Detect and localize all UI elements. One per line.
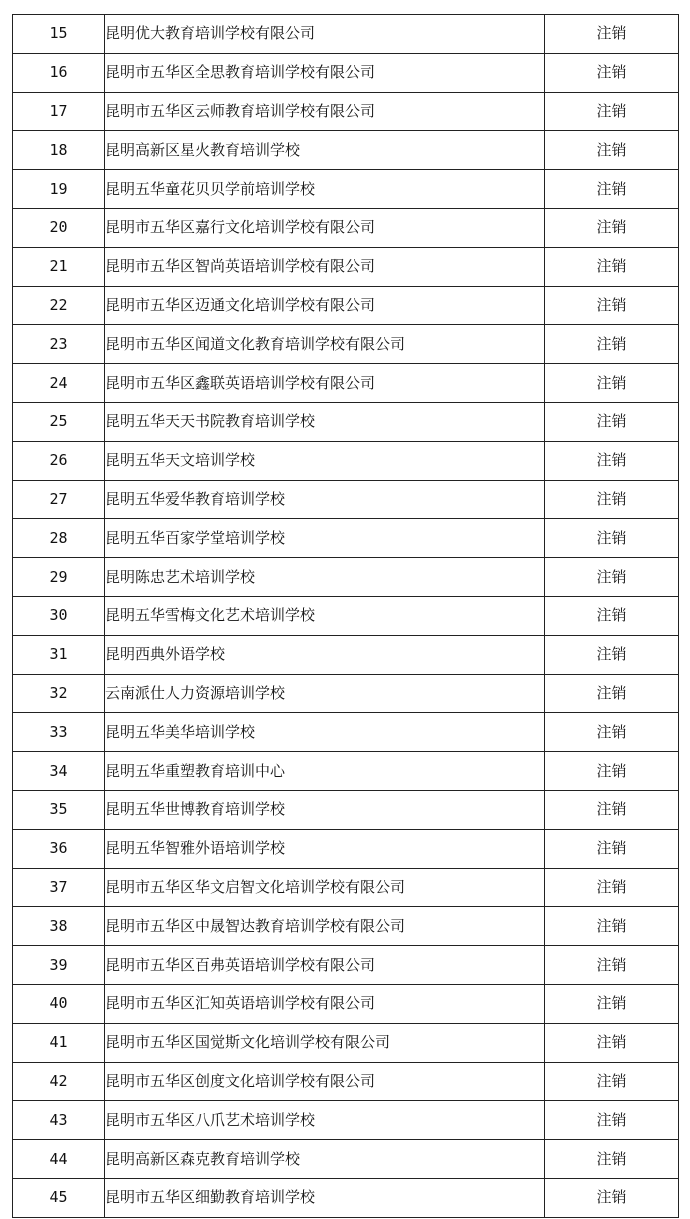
table-row (13, 946, 679, 985)
status-cell: 注销 (545, 946, 679, 985)
status-cell: 注销 (545, 868, 679, 907)
status-cell: 注销 (545, 558, 679, 597)
school-name-cell: 昆明五华智雅外语培训学校 (105, 829, 545, 868)
table-body (13, 15, 679, 1218)
school-name-cell: 昆明市五华区中晟智达教育培训学校有限公司 (105, 907, 545, 946)
row-number-cell: 22 (13, 286, 105, 325)
school-name-cell: 昆明高新区森克教育培训学校 (105, 1140, 545, 1179)
row-number-cell: 42 (13, 1062, 105, 1101)
row-number-cell: 19 (13, 170, 105, 209)
school-name-cell: 昆明市五华区鑫联英语培训学校有限公司 (105, 364, 545, 403)
school-name-cell: 昆明市五华区云师教育培训学校有限公司 (105, 92, 545, 131)
school-name-cell: 昆明五华世博教育培训学校 (105, 790, 545, 829)
status-cell: 注销 (545, 635, 679, 674)
school-name-cell: 昆明市五华区闻道文化教育培训学校有限公司 (105, 325, 545, 364)
status-cell: 注销 (545, 92, 679, 131)
status-cell: 注销 (545, 752, 679, 791)
table-row (13, 402, 679, 441)
status-cell: 注销 (545, 1140, 679, 1179)
row-number-cell: 25 (13, 402, 105, 441)
table-row (13, 829, 679, 868)
status-cell: 注销 (545, 480, 679, 519)
table-row (13, 441, 679, 480)
row-number-cell: 43 (13, 1101, 105, 1140)
table-row (13, 519, 679, 558)
status-cell: 注销 (545, 247, 679, 286)
table-row (13, 131, 679, 170)
school-name-cell: 昆明五华雪梅文化艺术培训学校 (105, 596, 545, 635)
school-name-cell: 昆明市五华区国觉斯文化培训学校有限公司 (105, 1023, 545, 1062)
row-number-cell: 39 (13, 946, 105, 985)
status-cell: 注销 (545, 829, 679, 868)
school-name-cell: 昆明西典外语学校 (105, 635, 545, 674)
row-number-cell: 35 (13, 790, 105, 829)
school-name-cell: 昆明五华天文培训学校 (105, 441, 545, 480)
school-name-cell: 昆明市五华区全思教育培训学校有限公司 (105, 53, 545, 92)
row-number-cell: 33 (13, 713, 105, 752)
table-row (13, 868, 679, 907)
status-cell: 注销 (545, 441, 679, 480)
table-row (13, 1101, 679, 1140)
school-name-cell: 昆明市五华区华文启智文化培训学校有限公司 (105, 868, 545, 907)
row-number-cell: 44 (13, 1140, 105, 1179)
status-cell: 注销 (545, 170, 679, 209)
school-name-cell: 昆明市五华区智尚英语培训学校有限公司 (105, 247, 545, 286)
table-row (13, 713, 679, 752)
table-row (13, 170, 679, 209)
table-row (13, 1062, 679, 1101)
school-name-cell: 昆明五华重塑教育培训中心 (105, 752, 545, 791)
school-deregistration-table (12, 14, 679, 1218)
status-cell: 注销 (545, 1101, 679, 1140)
row-number-cell: 40 (13, 984, 105, 1023)
table-row (13, 1178, 679, 1217)
row-number-cell: 18 (13, 131, 105, 170)
status-cell: 注销 (545, 131, 679, 170)
row-number-cell: 23 (13, 325, 105, 364)
status-cell: 注销 (545, 1178, 679, 1217)
status-cell: 注销 (545, 53, 679, 92)
table-row (13, 674, 679, 713)
table-row (13, 752, 679, 791)
table-row (13, 480, 679, 519)
row-number-cell: 31 (13, 635, 105, 674)
school-name-cell: 昆明市五华区细勤教育培训学校 (105, 1178, 545, 1217)
table-row (13, 325, 679, 364)
school-name-cell: 昆明市五华区八爪艺术培训学校 (105, 1101, 545, 1140)
status-cell: 注销 (545, 1023, 679, 1062)
row-number-cell: 29 (13, 558, 105, 597)
row-number-cell: 17 (13, 92, 105, 131)
status-cell: 注销 (545, 596, 679, 635)
status-cell: 注销 (545, 713, 679, 752)
school-name-cell: 云南派仕人力资源培训学校 (105, 674, 545, 713)
school-name-cell: 昆明市五华区迈通文化培训学校有限公司 (105, 286, 545, 325)
table-row (13, 1023, 679, 1062)
table-row (13, 286, 679, 325)
row-number-cell: 37 (13, 868, 105, 907)
status-cell: 注销 (545, 208, 679, 247)
row-number-cell: 15 (13, 15, 105, 54)
table-row (13, 15, 679, 54)
table-row (13, 247, 679, 286)
school-name-cell: 昆明五华童花贝贝学前培训学校 (105, 170, 545, 209)
status-cell: 注销 (545, 1062, 679, 1101)
school-name-cell: 昆明五华美华培训学校 (105, 713, 545, 752)
school-name-cell: 昆明五华天天书院教育培训学校 (105, 402, 545, 441)
status-cell: 注销 (545, 674, 679, 713)
row-number-cell: 16 (13, 53, 105, 92)
status-cell: 注销 (545, 984, 679, 1023)
row-number-cell: 32 (13, 674, 105, 713)
table-row (13, 790, 679, 829)
school-name-cell: 昆明五华爱华教育培训学校 (105, 480, 545, 519)
row-number-cell: 41 (13, 1023, 105, 1062)
row-number-cell: 28 (13, 519, 105, 558)
status-cell: 注销 (545, 907, 679, 946)
row-number-cell: 24 (13, 364, 105, 403)
table-row (13, 984, 679, 1023)
row-number-cell: 21 (13, 247, 105, 286)
status-cell: 注销 (545, 364, 679, 403)
table-row (13, 364, 679, 403)
status-cell: 注销 (545, 15, 679, 54)
row-number-cell: 20 (13, 208, 105, 247)
school-name-cell: 昆明市五华区创度文化培训学校有限公司 (105, 1062, 545, 1101)
table-row (13, 208, 679, 247)
row-number-cell: 36 (13, 829, 105, 868)
table-row (13, 635, 679, 674)
status-cell: 注销 (545, 325, 679, 364)
school-name-cell: 昆明市五华区百弗英语培训学校有限公司 (105, 946, 545, 985)
table-row (13, 1140, 679, 1179)
school-name-cell: 昆明优大教育培训学校有限公司 (105, 15, 545, 54)
table-row (13, 558, 679, 597)
table-row (13, 907, 679, 946)
table-row (13, 92, 679, 131)
school-name-cell: 昆明高新区星火教育培训学校 (105, 131, 545, 170)
row-number-cell: 27 (13, 480, 105, 519)
row-number-cell: 30 (13, 596, 105, 635)
row-number-cell: 45 (13, 1178, 105, 1217)
row-number-cell: 38 (13, 907, 105, 946)
status-cell: 注销 (545, 402, 679, 441)
status-cell: 注销 (545, 286, 679, 325)
school-name-cell: 昆明陈忠艺术培训学校 (105, 558, 545, 597)
table-row (13, 53, 679, 92)
status-cell: 注销 (545, 790, 679, 829)
table-row (13, 596, 679, 635)
school-name-cell: 昆明五华百家学堂培训学校 (105, 519, 545, 558)
status-cell: 注销 (545, 519, 679, 558)
row-number-cell: 26 (13, 441, 105, 480)
row-number-cell: 34 (13, 752, 105, 791)
school-name-cell: 昆明市五华区汇知英语培训学校有限公司 (105, 984, 545, 1023)
school-name-cell: 昆明市五华区嘉行文化培训学校有限公司 (105, 208, 545, 247)
